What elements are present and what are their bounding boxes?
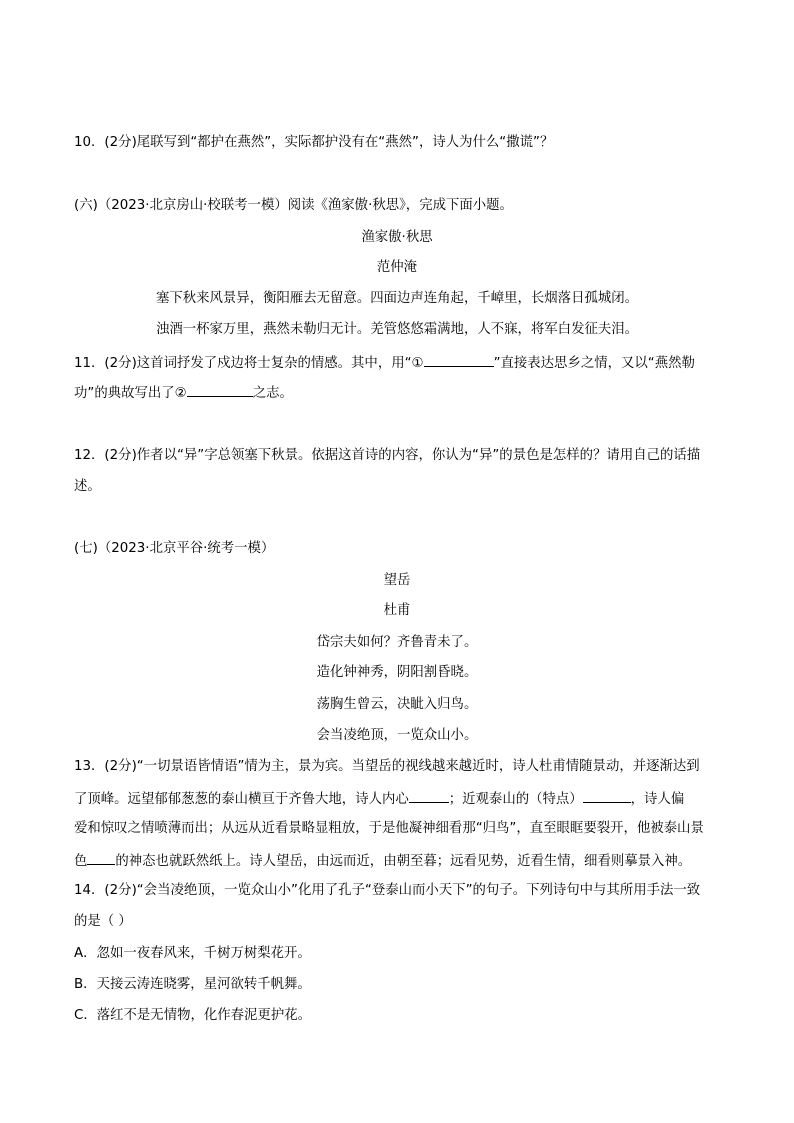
poem-line: 塞下秋来风景异，衡阳雁去无留意。四面边声连角起，千嶂里，长烟落日孤城闭。 xyxy=(155,291,639,306)
question-13: 13．(2分)“一切景语皆情语”情为主，景为宾。当望岳的视线越来越近时，诗人杜甫情随景动，并逐渐达到 xyxy=(74,759,700,774)
q13-text: 的神态也就跃然纸上。诗人望岳，由远而近，由朝至暮；远看见势，近看生情，细看则摹景入神。 xyxy=(115,854,692,869)
question-14: 14．(2分)“会当凌绝顶，一览众山小”化用了孔子“登泰山而小天下”的句子。下列诗句中与其所用手法一致 xyxy=(74,883,701,898)
q11-mark-1: ① xyxy=(411,356,424,371)
q13-text: 了顶峰。远望郁郁葱葱的泰山横亘于齐鲁大地，诗人内心 xyxy=(74,792,409,807)
question-13-continued: 爱和惊叹之情喷薄而出；从远从近看景略显粗放，于是他凝神细看那“归鸟”，直至眼眶要裂开，他被泰山景 xyxy=(74,821,704,836)
section-7-header: (七)（2023·北京平谷·统考一模） xyxy=(74,541,275,556)
poem-line: 岱宗夫如何？齐鲁青未了。 xyxy=(316,635,478,650)
q11-text: 之志。 xyxy=(252,386,293,401)
poem-line: 荡胸生曾云，决眦入归鸟。 xyxy=(316,697,478,712)
answer-blank-3[interactable] xyxy=(409,788,449,803)
q13-text: ，诗人偏 xyxy=(630,792,685,807)
answer-blank-2[interactable] xyxy=(187,382,253,397)
poem-line: 会当凌绝顶，一览众山小。 xyxy=(316,728,478,743)
question-13-continued xyxy=(74,850,691,872)
q11-text: 功”的典故写出了 xyxy=(74,386,175,401)
question-13-continued xyxy=(74,788,684,810)
poem-author: 杜甫 xyxy=(383,603,411,618)
q11-mark-2: ② xyxy=(174,386,187,401)
question-11-continued xyxy=(74,382,293,404)
poem-author: 范仲淹 xyxy=(376,260,418,275)
question-11 xyxy=(74,352,695,374)
q13-text: 色 xyxy=(74,854,88,869)
option-a[interactable]: A．忽如一夜春风来，千树万树梨花开。 xyxy=(74,946,311,961)
option-b[interactable]: B．天接云涛连晓雾，星河欲转千帆舞。 xyxy=(74,977,311,992)
poem-line: 造化钟神秀，阴阳割昏晓。 xyxy=(316,665,478,680)
poem-title: 望岳 xyxy=(383,573,411,588)
q11-text: 11．(2分)这首词抒发了戍边将士复杂的情感。其中，用“ xyxy=(74,356,412,371)
option-c[interactable]: C．落红不是无情物，化作春泥更护花。 xyxy=(74,1008,311,1023)
section-6-header: (六)（2023·北京房山·校联考一模）阅读《渔家傲·秋思》，完成下面小题。 xyxy=(74,198,513,213)
answer-blank-4[interactable] xyxy=(583,788,631,803)
question-12-continued: 述。 xyxy=(74,479,101,494)
question-14-continued: 的是（ ） xyxy=(74,914,132,929)
answer-blank-1[interactable] xyxy=(424,352,494,367)
question-12: 12．(2分)作者以“异”字总领塞下秋景。依据这首诗的内容，你认为“异”的景色是怎样的？请用自己的话描 xyxy=(74,448,701,463)
answer-blank-5[interactable] xyxy=(87,850,115,865)
question-10: 10．(2分)尾联写到“都护在燕然”，实际都护没有在“燕然”，诗人为什么“撒谎”？ xyxy=(74,135,554,150)
q11-text: ”直接表达思乡之情，又以“燕然勒 xyxy=(493,356,695,371)
q13-text: ；近观泰山的（特点） xyxy=(448,792,583,807)
poem-title: 渔家傲·秋思 xyxy=(361,230,433,245)
poem-line: 浊酒一杯家万里，燕然未勒归无计。羌管悠悠霜满地，人不寐，将军白发征夫泪。 xyxy=(155,322,639,337)
